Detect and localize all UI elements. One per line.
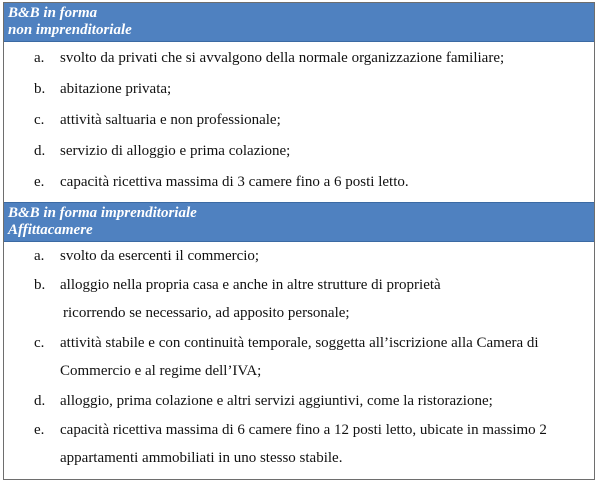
feature-list <box>4 242 594 477</box>
list-item <box>4 78 594 109</box>
item-marker: c. <box>34 335 45 351</box>
item-marker: a. <box>34 248 45 264</box>
list-item <box>4 274 594 332</box>
item-text: alloggio, prima colazione e altri servizi aggiuntivi, come la ristorazione; <box>60 393 493 409</box>
list-item <box>4 140 594 171</box>
item-marker: d. <box>34 393 46 409</box>
item-text: svolto da esercenti il commercio; <box>60 248 260 264</box>
section-subtitle: non imprenditoriale <box>8 22 132 38</box>
item-marker: b. <box>34 277 46 293</box>
item-marker: e. <box>34 174 45 190</box>
list-item <box>4 390 594 419</box>
item-text: alloggio nella propria casa e anche in altre strutture di proprietà <box>60 277 441 293</box>
section-entrepreneurial <box>4 202 594 477</box>
item-text-continuation: appartamenti ammobiliati in uno stesso stabile. <box>60 450 343 466</box>
item-text: attività stabile e con continuità temporale, soggetta all’iscrizione alla Camera di <box>60 335 539 351</box>
item-text: capacità ricettiva massima di 3 camere fino a 6 posti letto. <box>60 174 409 190</box>
item-text: svolto da privati che si avvalgono della normale organizzazione familiare; <box>60 50 505 66</box>
item-marker: e. <box>34 422 45 438</box>
item-marker: a. <box>34 50 45 66</box>
item-text: attività saltuaria e non professionale; <box>60 112 281 128</box>
item-text: capacità ricettiva massima di 6 camere fino a 12 posti letto, ubicate in massimo 2 <box>60 422 547 438</box>
item-text-continuation: ricorrendo se necessario, ad apposito personale; <box>63 305 350 321</box>
list-item <box>4 109 594 140</box>
section-header <box>4 202 594 242</box>
item-marker: d. <box>34 143 46 159</box>
item-text: abitazione privata; <box>60 81 172 97</box>
list-item <box>4 171 594 202</box>
item-marker: c. <box>34 112 45 128</box>
item-text-continuation: Commercio e al regime dell’IVA; <box>60 363 262 379</box>
list-item <box>4 245 594 274</box>
item-text: servizio di alloggio e prima colazione; <box>60 143 291 159</box>
list-item <box>4 47 594 78</box>
comparison-table <box>3 2 595 480</box>
section-title: B&B in forma imprenditoriale <box>8 205 197 221</box>
list-item <box>4 332 594 390</box>
item-marker: b. <box>34 81 46 97</box>
section-non-entrepreneurial <box>4 3 594 202</box>
section-subtitle: Affittacamere <box>8 222 93 238</box>
list-item <box>4 419 594 477</box>
section-title: B&B in forma <box>8 5 98 21</box>
feature-list <box>4 42 594 202</box>
section-header <box>4 3 594 42</box>
